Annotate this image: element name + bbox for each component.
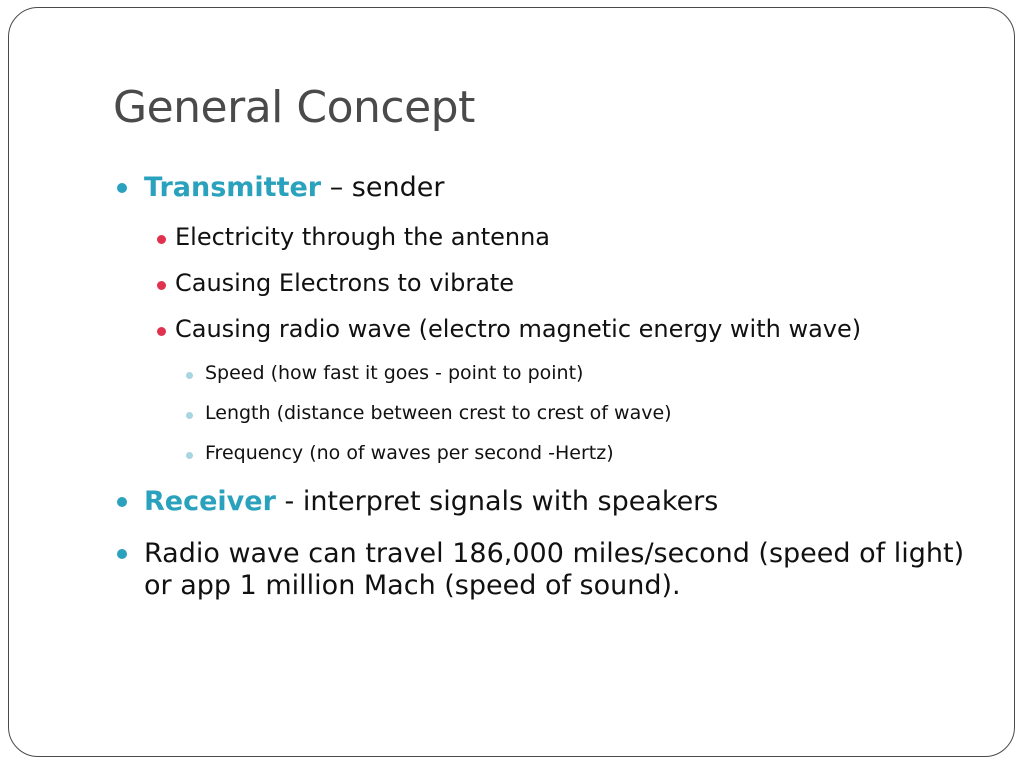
bullet-dot-icon [117,183,127,193]
bullet-dot-icon [117,497,127,507]
bullet-dot-icon [157,327,166,336]
bullet-radio-speed: Radio wave can travel 186,000 miles/second (speed of light) or app 1 million Mach (speed of sound). [144,538,965,601]
keyword-transmitter: Transmitter [144,172,322,203]
bullet-dot-icon [186,372,193,379]
bullet-radio-wave: Causing radio wave (electro magnetic energy with wave) [175,315,862,343]
bullet-frequency: Frequency (no of waves per second -Hertz) [205,442,614,464]
bullet-dot-icon [117,549,127,559]
bullet-dot-icon [157,281,166,290]
bullet-electrons: Causing Electrons to vibrate [175,269,515,297]
bullet-receiver-text: - interpret signals with speakers [275,486,719,517]
bullet-dot-icon [157,235,166,244]
bullet-transmitter-text: – sender [321,172,445,203]
bullet-transmitter [144,172,444,204]
slide-title: General Concept [113,82,475,133]
bullet-dot-icon [186,412,193,419]
bullet-length: Length (distance between crest to crest of wave) [205,402,672,424]
bullet-electricity: Electricity through the antenna [175,223,551,251]
bullet-dot-icon [186,452,193,459]
bullet-receiver [144,486,718,518]
bullet-speed: Speed (how fast it goes - point to point) [205,362,584,384]
keyword-receiver: Receiver [144,486,276,517]
